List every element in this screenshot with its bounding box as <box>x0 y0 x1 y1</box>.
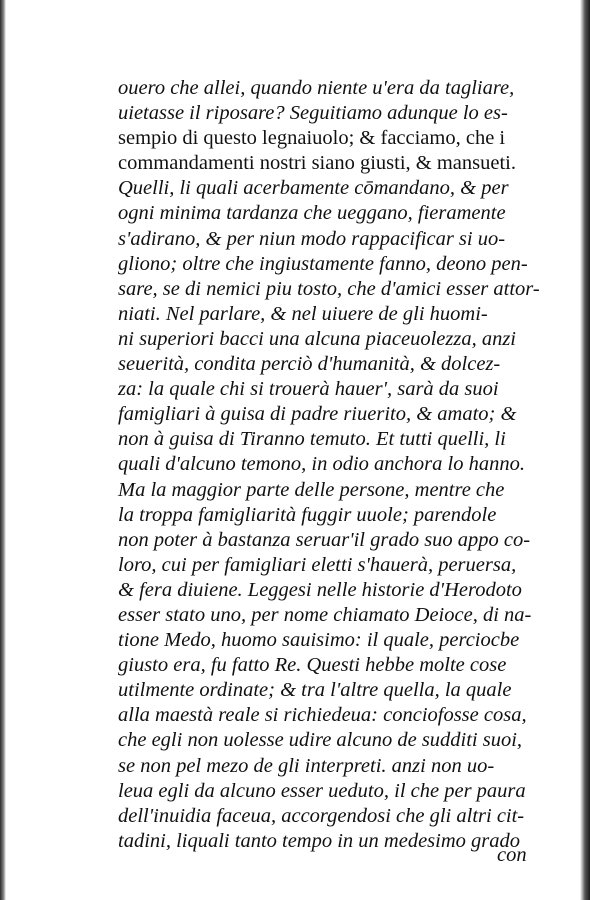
page-edge-shadow <box>580 0 590 900</box>
text-line: dell'inuidia faceua, accorgendosi che gli altri cit- <box>118 804 525 827</box>
text-line: ni superiori bacci una alcuna piaceuolezza, anzi <box>118 327 516 350</box>
text-line: non à guisa di Tiranno temuto. Et tutti quelli, li <box>118 428 506 451</box>
text-line: ouero che allei, quando niente u'era da tagliare, <box>118 77 515 99</box>
catchword: con <box>497 844 527 866</box>
text-line: famigliari à guisa di padre riuerito, & amato; & <box>118 403 517 426</box>
text-line: commandamenti nostri siano giusti, & mansueti. <box>118 152 516 175</box>
text-line: quali d'alcuno temono, in odio anchora lo hanno. <box>118 453 525 476</box>
text-line: leua egli da alcuno esser ueduto, il che per paura <box>118 779 526 802</box>
text-line: Ma la maggior parte delle persone, mentre che <box>118 478 505 501</box>
page-gutter-shadow <box>0 0 6 900</box>
text-line: za: la quale chi si trouerà hauer', sarà da suoi <box>118 378 499 401</box>
text-line: tadini, liquali tanto tempo in un medesimo grado <box>118 829 521 852</box>
text-line: uietasse il riposare? Seguitiamo adunque lo es- <box>118 102 508 125</box>
text-line: gliono; oltre che ingiustamente fanno, deono pen- <box>118 252 528 275</box>
text-line: niati. Nel parlare, & nel uiuere de gli huomi- <box>118 302 488 325</box>
text-line: s'adirano, & per niun modo rappacificar si uo- <box>118 227 506 250</box>
text-line: tione Medo, huomo sauisimo: il quale, perciocbe <box>118 629 520 652</box>
text-line: sempio di questo legnaiuolo; & facciamo, che i <box>118 127 506 150</box>
text-line: sare, se di nemici piu tosto, che d'amici esser attor- <box>118 277 540 300</box>
text-line: che egli non uolesse udire alcuno de sudditi suoi, <box>118 729 523 752</box>
text-line: alla maestà reale si richiedeua: conciofosse cosa, <box>118 704 527 727</box>
text-line: se non pel mezo de gli interpreti. anzi non uo- <box>118 754 495 777</box>
text-line: ogni minima tardanza che ueggano, fieramente <box>118 202 506 225</box>
text-line: la troppa famigliarità fuggir uuole; parendole <box>118 503 497 526</box>
text-line: utilmente ordinate; & tra l'altre quella, la quale <box>118 679 512 702</box>
text-line: & fera diuiene. Leggesi nelle historie d'Herodoto <box>118 578 522 601</box>
text-line: esser stato uno, per nome chiamato Deioce, di na- <box>118 603 532 626</box>
text-line: Quelli, li quali acerbamente cōmandano, & per <box>118 177 509 200</box>
text-line: giusto era, fu fatto Re. Questi hebbe molte cose <box>118 654 507 677</box>
text-line: non poter à bastanza seruar'il grado suo appo co- <box>118 528 531 551</box>
text-line: seuerità, condita perciò d'humanità, & dolcez- <box>118 353 501 376</box>
text-line: loro, cui per famigliari eletti s'hauerà, peruersa, <box>118 553 517 576</box>
text-block <box>118 76 558 854</box>
